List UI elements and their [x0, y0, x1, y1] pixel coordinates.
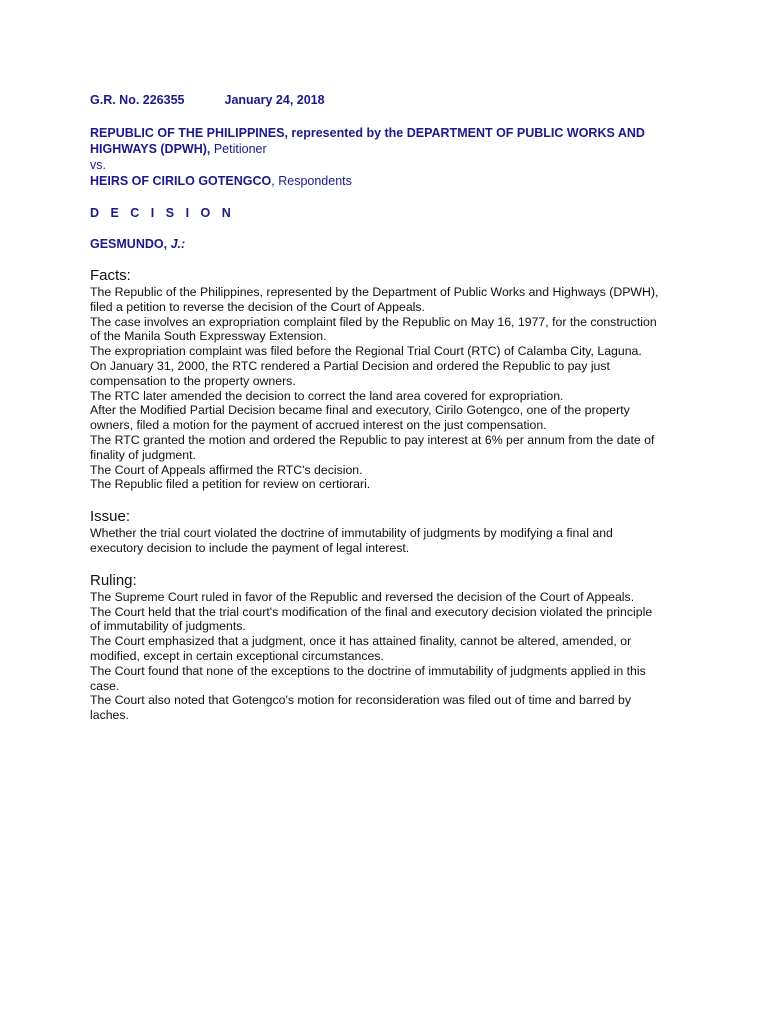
case-parties: [90, 125, 690, 189]
document-page: [90, 92, 690, 723]
petitioner-role: Petitioner: [210, 142, 267, 156]
facts-line: The RTC granted the motion and ordered the Republic to pay interest at 6% per annum from the date of: [90, 432, 655, 447]
facts-line: After the Modified Partial Decision became final and executory, Cirilo Gotengco, one of the property: [90, 403, 630, 418]
ponente-name: GESMUNDO,: [90, 237, 171, 251]
ponente-suffix: J.:: [170, 237, 186, 251]
facts-heading: Facts:: [90, 267, 131, 284]
petitioner-name: REPUBLIC OF THE PHILIPPINES, represented by the DEPARTMENT OF PUBLIC WORKS AND HIGHWAYS (DPWH),: [90, 126, 645, 156]
facts-line: On January 31, 2000, the RTC rendered a Partial Decision and ordered the Republic to pay just: [90, 358, 610, 373]
respondent-line: [90, 173, 690, 189]
facts-line: The Republic filed a petition for review on certiorari.: [90, 477, 371, 492]
case-header: [90, 92, 690, 109]
facts-line: The Republic of the Philippines, represented by the Department of Public Works and Highways (DPWH),: [90, 285, 659, 299]
ruling-line: The Court found that none of the exceptions to the doctrine of immutability of judgments applied in this: [90, 663, 646, 678]
facts-line: filed a petition to reverse the decision of the Court of Appeals.: [90, 299, 425, 314]
versus-label: vs.: [90, 158, 106, 172]
facts-line: of the Manila South Expressway Extension.: [90, 329, 327, 344]
ruling-line: laches.: [90, 708, 129, 723]
issue-heading: Issue:: [90, 508, 131, 526]
facts-line: finality of judgment.: [90, 447, 196, 462]
facts-line: The Court of Appeals affirmed the RTC's decision.: [90, 462, 363, 477]
issue-line: executory decision to include the payment of legal interest.: [90, 540, 410, 555]
ruling-line: The Court held that the trial court's modification of the final and executory decision violated the principle: [90, 604, 653, 619]
gr-number: G.R. No. 226355: [90, 93, 185, 107]
ruling-section: [90, 572, 690, 723]
ruling-line: The Court also noted that Gotengco's motion for reconsideration was filed out of time and barred by: [90, 693, 631, 708]
respondent-name: HEIRS OF CIRILO GOTENGCO: [90, 174, 272, 188]
facts-line: compensation to the property owners.: [90, 373, 296, 388]
ponente: [90, 236, 690, 253]
facts-line: owners, filed a motion for the payment of accrued interest on the just compensation.: [90, 418, 547, 433]
decision-title: D E C I S I O N: [90, 206, 235, 220]
petitioner-line: [90, 125, 690, 157]
facts-line: The RTC later amended the decision to correct the land area covered for expropriation.: [90, 388, 564, 403]
issue-section: [90, 508, 690, 556]
ruling-line: of immutability of judgments.: [90, 619, 246, 634]
decision-date: January 24, 2018: [224, 93, 325, 107]
facts-line: The case involves an expropriation complaint filed by the Republic on May 16, 1977, for the construction: [90, 314, 657, 329]
issue-line: Whether the trial court violated the doctrine of immutability of judgments by modifying a final and: [90, 526, 613, 541]
ruling-line: The Court emphasized that a judgment, once it has attained finality, cannot be altered, amended, or: [90, 634, 632, 649]
ruling-line: The Supreme Court ruled in favor of the Republic and reversed the decision of the Court of Appeals.: [90, 589, 635, 604]
ruling-heading: Ruling:: [90, 571, 137, 589]
respondent-role: , Respondents: [271, 174, 352, 188]
facts-line: The expropriation complaint was filed before the Regional Trial Court (RTC) of Calamba City, Laguna.: [90, 344, 642, 359]
ruling-line: case.: [90, 678, 120, 693]
ruling-line: modified, except in certain exceptional circumstances.: [90, 648, 384, 663]
facts-section: [90, 267, 690, 492]
